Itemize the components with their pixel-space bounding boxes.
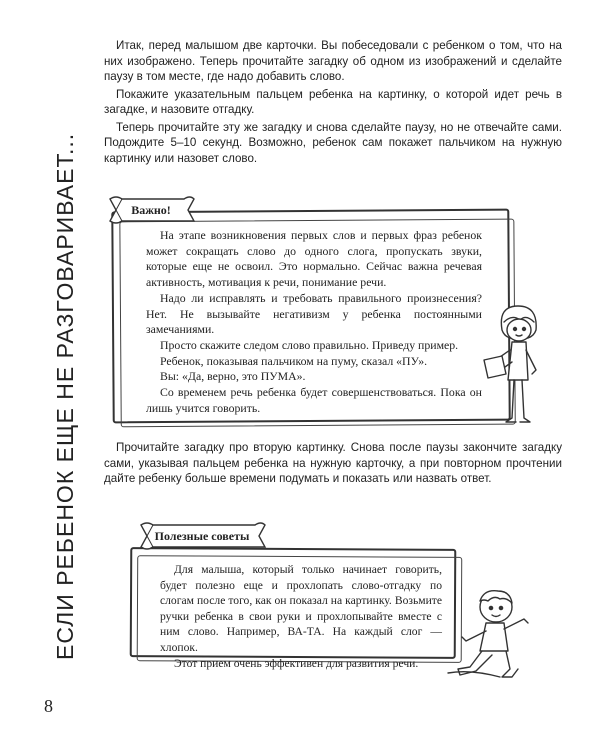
tips-paragraph: Этот прием очень эффективен для развития речи. [174, 656, 419, 670]
important-paragraph: Ребенок, показывая пальчиком на пуму, сказал «ПУ». [160, 353, 428, 368]
intro-paragraph: Покажите указательным пальцем ребенка на картинку, о которой идет речь в загадке, и назовите отгадку. [104, 87, 562, 116]
important-paragraph: Просто скажите следом слово правильно. Приведу пример. [160, 337, 459, 352]
boy-illustration [440, 585, 540, 685]
important-paragraph: На этапе возникновения первых слов и первых фраз ребенок может сокращать слово до одного слога, пропускать звуки, которые еще не освоил. Это нормально. Сейчас важна речевая активность, мотивация к речи, понимание речи. [146, 228, 482, 290]
tips-paragraph: Для малыша, который только начинает говорить, будет полезно еще и прохлопать слово-отгадку по слогам после того, как он показал на картинку. Возьмите ручки ребенка в свои руки и прохлопывайте вместе с ним слово. Например, ВА-ТА. На каждый слог — хлопок. [160, 563, 442, 654]
important-paragraph: Надо ли исправлять и требовать правильного произнесения? Нет. Не вызывайте негативизм у ребенка постоянными замечаниями. [146, 290, 482, 337]
tips-text [160, 562, 442, 671]
intro-paragraph: Теперь прочитайте эту же загадку и снова сделайте паузу, но не отвечайте сами. Подождите 5–10 секунд. Возможно, ребенок сам покажет пальчиком на нужную картинку или назовет слово. [104, 120, 562, 165]
important-label: Важно! [131, 203, 171, 217]
intro-paragraph: Итак, перед малышом две карточки. Вы побеседовали с ребенком о том, что на них изображено. Теперь прочитайте загадку об одном из изображений и сделайте паузу в том месте, где надо добавить слово. [104, 39, 562, 83]
important-paragraph: Вы: «Да, верно, это ПУМА». [160, 369, 306, 384]
important-paragraph: Со временем речь ребенка будет совершенствоваться. Пока он лишь учится говорить. [146, 385, 482, 415]
middle-paragraph: Прочитайте загадку про вторую картинку. Снова после паузы закончите загадку сами, указывая пальцем ребенка на нужную карточку, а при повторном прочтении дайте ребенку больше времени подумать и показать или назвать ответ. [104, 441, 562, 485]
middle-text [104, 440, 562, 487]
page-number: 8 [44, 696, 53, 716]
intro-text [104, 38, 562, 168]
tips-label: Полезные советы [154, 529, 250, 543]
important-banner [106, 193, 196, 227]
side-title: ЕСЛИ РЕБЕНОК ЕЩЕ НЕ РАЗГОВАРИВАЕТ... [52, 132, 78, 660]
important-text [146, 228, 482, 416]
tips-banner [137, 520, 267, 552]
girl-illustration [480, 300, 550, 430]
